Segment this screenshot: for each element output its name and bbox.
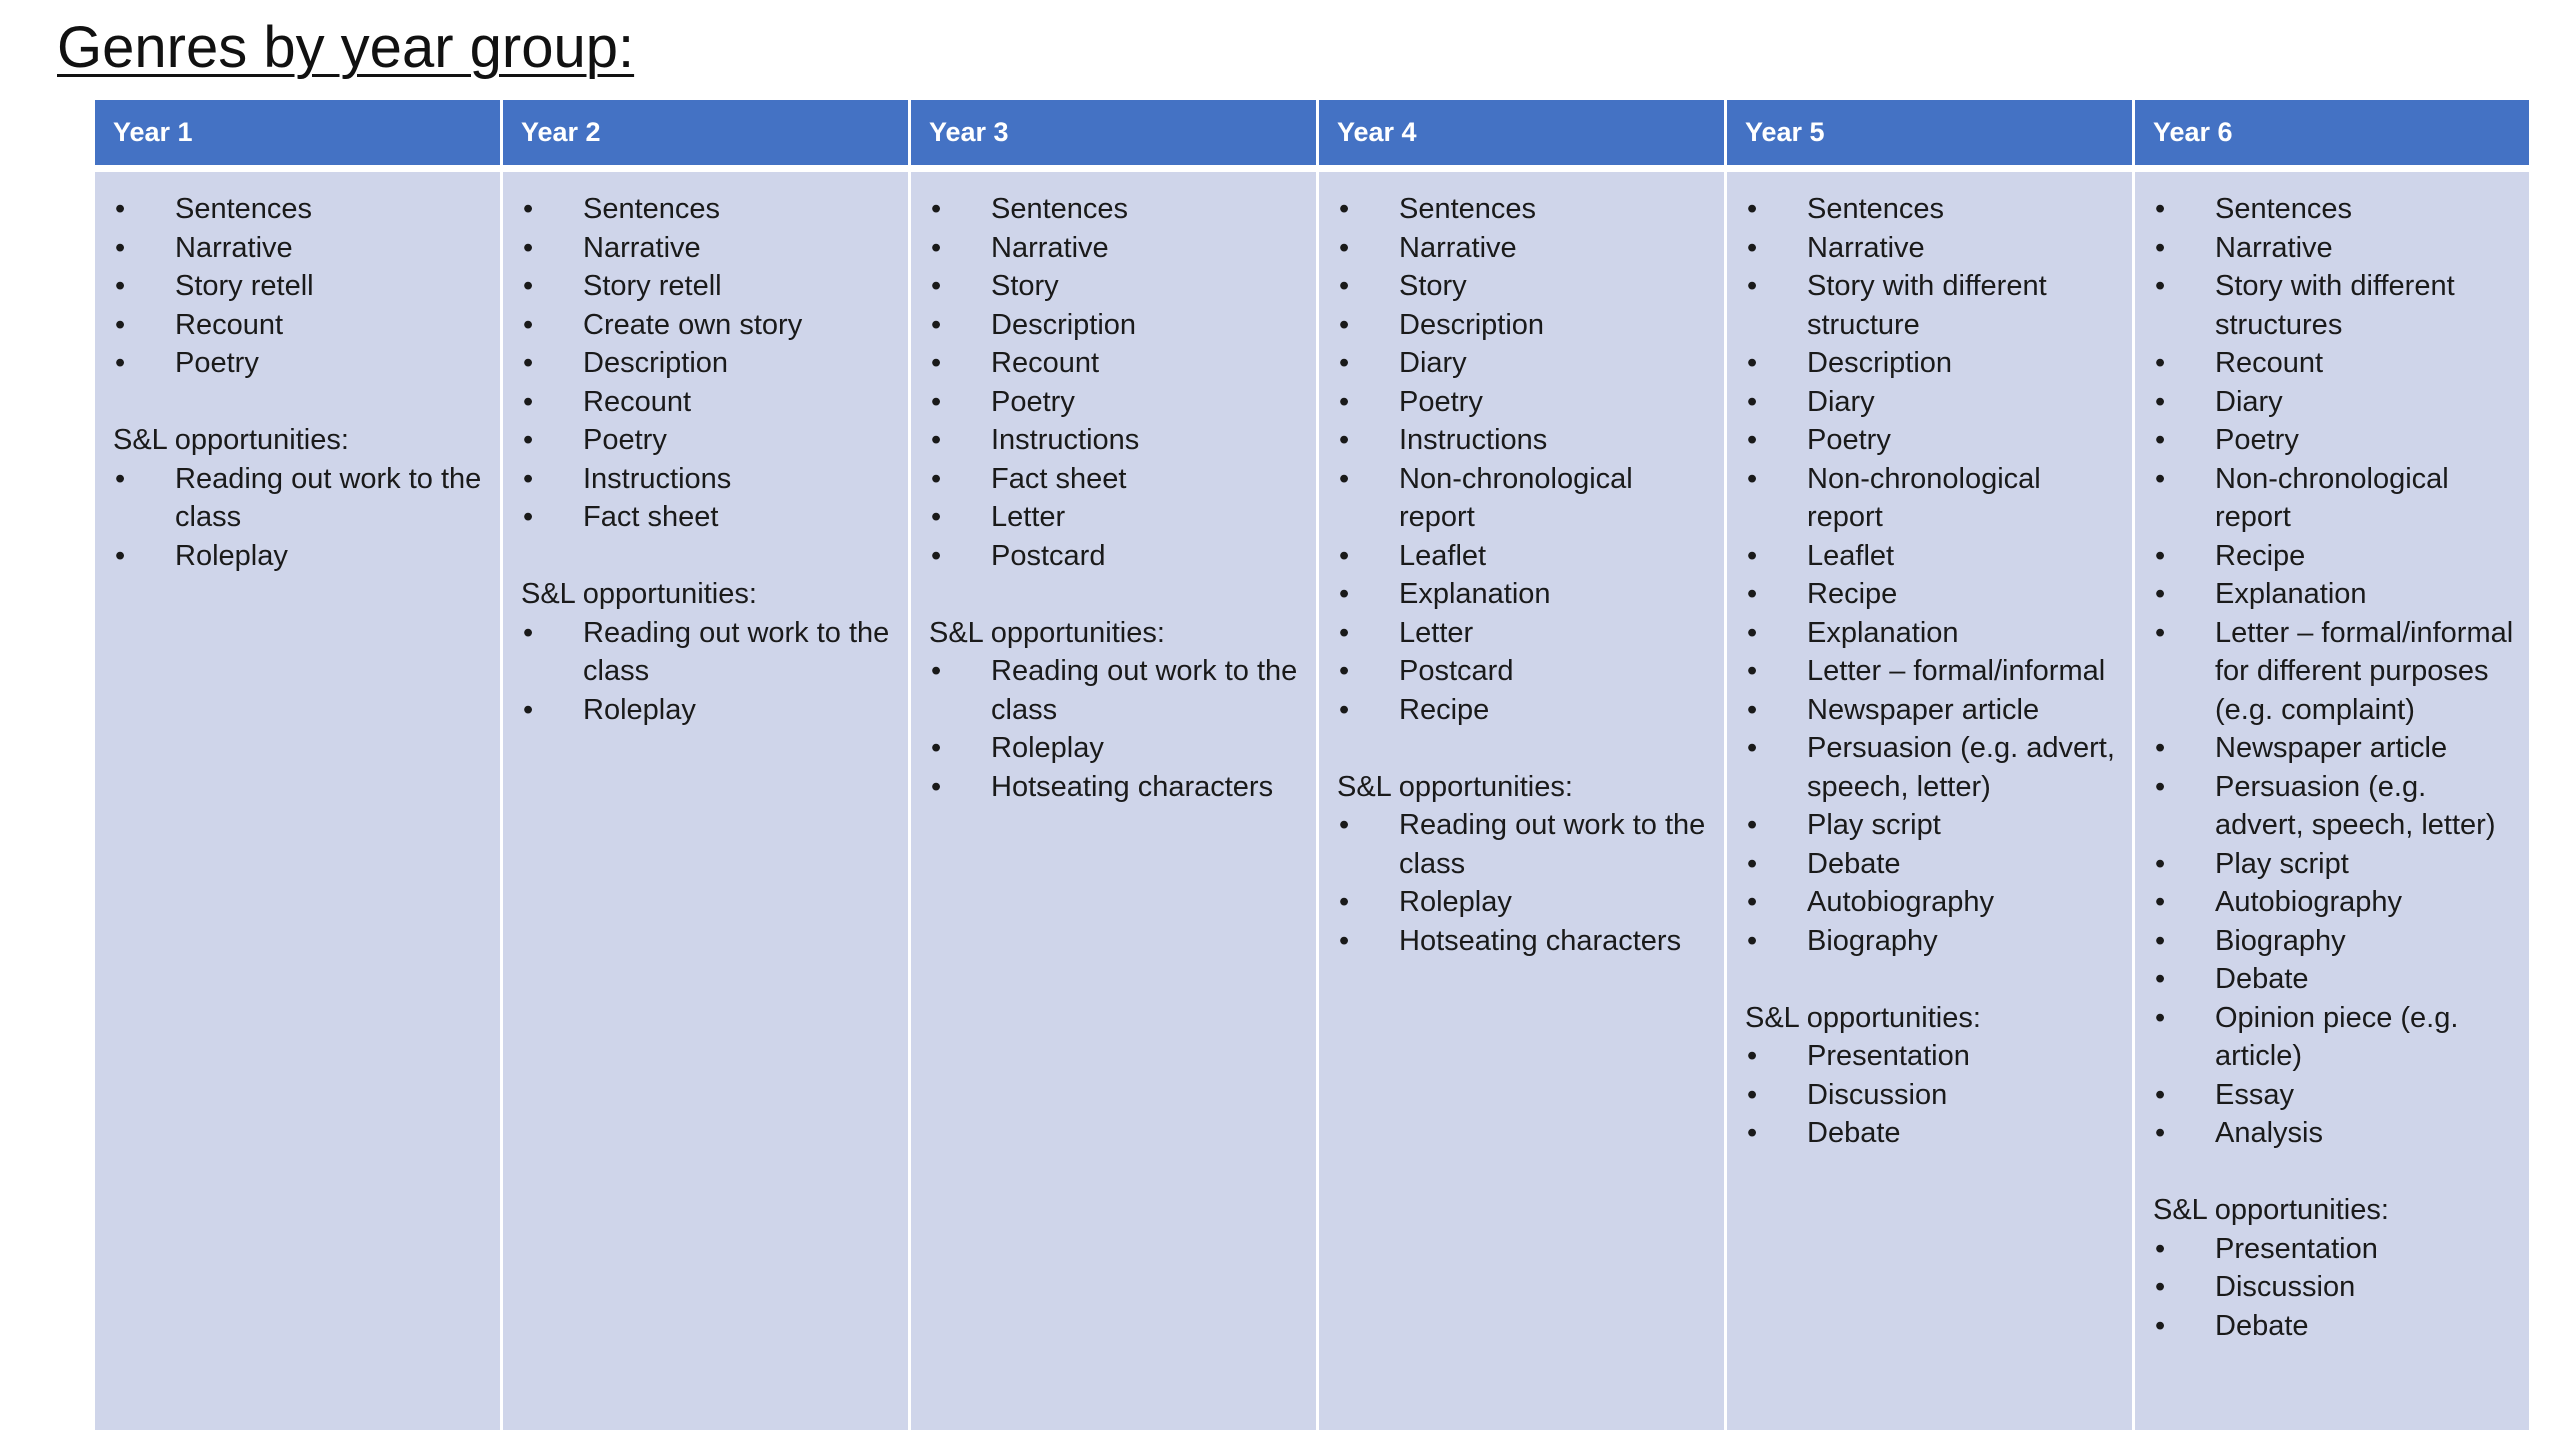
sl-opportunities-list: [2153, 1230, 2529, 1346]
sl-opportunities-list: [521, 614, 908, 730]
genre-item: • Fact sheet: [521, 498, 908, 537]
genre-item: • Explanation: [1745, 614, 2132, 653]
sl-item: • Hotseating characters: [929, 768, 1316, 807]
genre-item: • Newspaper article: [1745, 691, 2132, 730]
genre-item: • Autobiography: [1745, 883, 2132, 922]
genre-item: • Description: [929, 306, 1316, 345]
genre-item: • Non-chronological report: [2153, 460, 2529, 537]
genre-item: • Opinion piece (e.g. article): [2153, 999, 2529, 1076]
content-row: [95, 172, 2529, 1430]
sl-item: • Reading out work to the class: [521, 614, 908, 691]
genre-item: • Persuasion (e.g. advert, speech, letter): [2153, 768, 2529, 845]
genre-item: • Recipe: [2153, 537, 2529, 576]
sl-item: • Debate: [2153, 1307, 2529, 1346]
sl-opportunities-list: [1337, 806, 1724, 960]
genres-table: [95, 100, 2529, 1430]
year-4-cell: [1319, 172, 1727, 1430]
genre-list: [1745, 190, 2132, 960]
genre-item: • Narrative: [2153, 229, 2529, 268]
genre-item: • Instructions: [929, 421, 1316, 460]
genre-item: • Story: [929, 267, 1316, 306]
column-header-year-6: Year 6: [2135, 100, 2529, 172]
genre-list: [1337, 190, 1724, 729]
genre-item: • Recount: [929, 344, 1316, 383]
genre-item: • Instructions: [1337, 421, 1724, 460]
genre-item: • Description: [1337, 306, 1724, 345]
genre-item: • Leaflet: [1745, 537, 2132, 576]
genre-item: • Letter: [929, 498, 1316, 537]
genre-item: • Leaflet: [1337, 537, 1724, 576]
sl-opportunities-heading: S&L opportunities:: [1337, 770, 1573, 803]
genre-item: • Letter – formal/informal for different purposes (e.g. complaint): [2153, 614, 2529, 730]
genre-item: • Debate: [2153, 960, 2529, 999]
genre-item: • Sentences: [113, 190, 500, 229]
genre-item: • Biography: [1745, 922, 2132, 961]
sl-opportunities-heading: S&L opportunities:: [929, 616, 1165, 649]
genre-item: • Story with different structure: [1745, 267, 2132, 344]
genre-item: • Recipe: [1337, 691, 1724, 730]
sl-item: • Debate: [1745, 1114, 2132, 1153]
genre-item: • Diary: [1337, 344, 1724, 383]
genre-item: • Story: [1337, 267, 1724, 306]
column-header-year-3: Year 3: [911, 100, 1319, 172]
genre-item: • Description: [1745, 344, 2132, 383]
sl-item: • Reading out work to the class: [929, 652, 1316, 729]
sl-item: • Presentation: [2153, 1230, 2529, 1269]
genre-item: • Postcard: [1337, 652, 1724, 691]
genre-item: • Sentences: [1337, 190, 1724, 229]
sl-opportunities-list: [113, 460, 500, 576]
genre-item: • Analysis: [2153, 1114, 2529, 1153]
genre-item: • Poetry: [521, 421, 908, 460]
genre-item: • Recount: [113, 306, 500, 345]
genre-item: • Sentences: [521, 190, 908, 229]
sl-opportunities-heading: S&L opportunities:: [521, 578, 757, 610]
genre-item: • Postcard: [929, 537, 1316, 576]
sl-opportunities-list: [929, 652, 1316, 806]
sl-item: • Roleplay: [521, 691, 908, 730]
genre-item: • Diary: [2153, 383, 2529, 422]
genre-list: [929, 190, 1316, 575]
genre-item: • Debate: [1745, 845, 2132, 884]
sl-item: • Reading out work to the class: [113, 460, 500, 537]
genre-item: • Diary: [1745, 383, 2132, 422]
genre-list: [113, 190, 500, 383]
sl-item: • Presentation: [1745, 1037, 2132, 1076]
genre-item: • Letter – formal/informal: [1745, 652, 2132, 691]
genre-item: • Play script: [2153, 845, 2529, 884]
genre-item: • Autobiography: [2153, 883, 2529, 922]
genre-item: • Fact sheet: [929, 460, 1316, 499]
genre-item: • Play script: [1745, 806, 2132, 845]
header-row: [95, 100, 2529, 172]
sl-opportunities-heading: S&L opportunities:: [2153, 1194, 2389, 1226]
genre-item: • Non-chronological report: [1337, 460, 1724, 537]
column-header-year-1: Year 1: [95, 100, 503, 172]
genre-item: • Recipe: [1745, 575, 2132, 614]
year-1-cell: [95, 172, 503, 1430]
sl-item: • Discussion: [1745, 1076, 2132, 1115]
genre-item: • Story retell: [113, 267, 500, 306]
genre-item: • Non-chronological report: [1745, 460, 2132, 537]
genre-item: • Sentences: [1745, 190, 2132, 229]
genre-item: • Create own story: [521, 306, 908, 345]
year-5-cell: [1727, 172, 2135, 1430]
genre-item: • Essay: [2153, 1076, 2529, 1115]
genre-item: • Poetry: [2153, 421, 2529, 460]
column-header-year-4: Year 4: [1319, 100, 1727, 172]
sl-opportunities-list: [1745, 1037, 2132, 1153]
genre-item: • Story retell: [521, 267, 908, 306]
genre-list: [2153, 190, 2529, 1153]
genre-item: • Poetry: [113, 344, 500, 383]
column-header-year-5: Year 5: [1727, 100, 2135, 172]
sl-item: • Roleplay: [929, 729, 1316, 768]
genre-item: • Description: [521, 344, 908, 383]
sl-item: • Reading out work to the class: [1337, 806, 1724, 883]
genre-item: • Story with different structures: [2153, 267, 2529, 344]
year-6-cell: [2135, 172, 2529, 1430]
genre-item: • Sentences: [2153, 190, 2529, 229]
year-2-cell: [503, 172, 911, 1430]
sl-opportunities-heading: S&L opportunities:: [1745, 1001, 1981, 1034]
genre-item: • Narrative: [1745, 229, 2132, 268]
genre-item: • Explanation: [2153, 575, 2529, 614]
genre-item: • Narrative: [521, 229, 908, 268]
genre-list: [521, 190, 908, 537]
genre-item: • Poetry: [1337, 383, 1724, 422]
column-header-year-2: Year 2: [503, 100, 911, 172]
sl-item: • Hotseating characters: [1337, 922, 1724, 961]
year-3-cell: [911, 172, 1319, 1430]
genre-item: • Narrative: [1337, 229, 1724, 268]
genre-item: • Instructions: [521, 460, 908, 499]
genre-item: • Poetry: [1745, 421, 2132, 460]
genre-item: • Biography: [2153, 922, 2529, 961]
genre-item: • Persuasion (e.g. advert, speech, letter): [1745, 729, 2132, 806]
genre-item: • Recount: [521, 383, 908, 422]
page-title: Genres by year group:: [57, 15, 635, 80]
sl-item: • Roleplay: [1337, 883, 1724, 922]
sl-item: • Discussion: [2153, 1268, 2529, 1307]
genre-item: • Narrative: [929, 229, 1316, 268]
genre-item: • Recount: [2153, 344, 2529, 383]
genre-item: • Newspaper article: [2153, 729, 2529, 768]
sl-opportunities-heading: S&L opportunities:: [113, 424, 349, 456]
genre-item: • Sentences: [929, 190, 1316, 229]
genre-item: • Explanation: [1337, 575, 1724, 614]
genre-item: • Letter: [1337, 614, 1724, 653]
sl-item: • Roleplay: [113, 537, 500, 576]
genre-item: • Narrative: [113, 229, 500, 268]
genre-item: • Poetry: [929, 383, 1316, 422]
